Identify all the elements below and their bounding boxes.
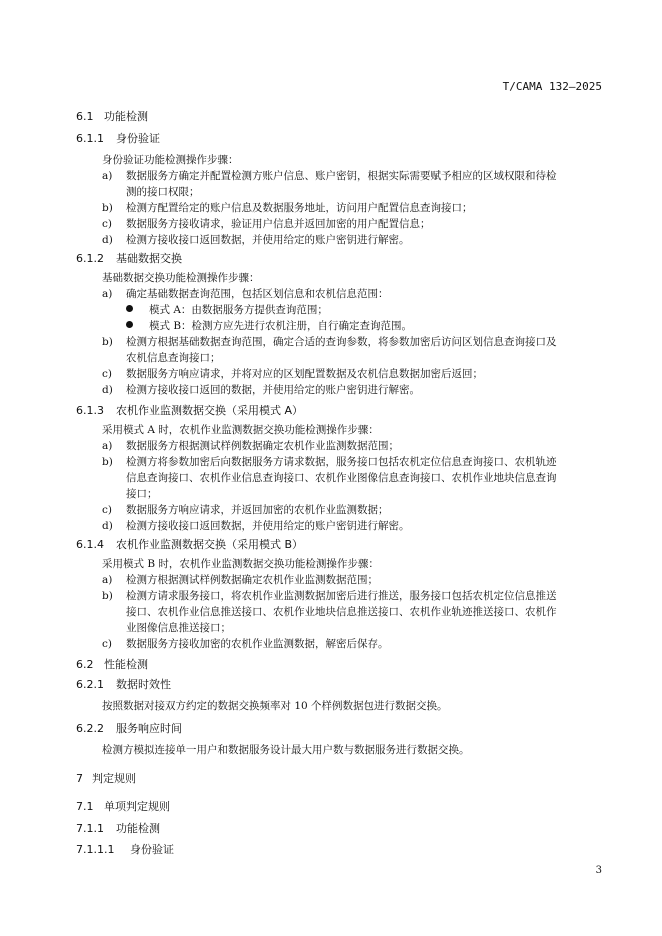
list-item: c) 数据服务方响应请求，并将对应的区划配置数据及农机信息数据加密后返回； xyxy=(102,368,483,380)
section-heading-6-1: 6.1 功能检测 xyxy=(76,110,148,123)
paragraph: 身份验证功能检测操作步骤： xyxy=(102,154,239,166)
list-item: c) 数据服务方接收加密的农机作业监测数据，解密后保存。 xyxy=(102,638,389,650)
section-heading-7-1-1: 7.1.1 功能检测 xyxy=(76,822,160,835)
list-item-continuation: 业图像信息推送接口； xyxy=(126,622,231,634)
list-item-continuation: 接口； xyxy=(126,488,158,500)
section-heading-6-1-1: 6.1.1 身份验证 xyxy=(76,132,160,145)
list-item-continuation: 信息查询接口、农机作业信息查询接口、农机作业图像信息查询接口、农机作业地块信息查询 xyxy=(126,472,557,484)
list-item: a) 数据服务方根据测试样例数据确定农机作业监测数据范围； xyxy=(102,440,399,452)
section-heading-6-2: 6.2 性能检测 xyxy=(76,658,148,671)
section-heading-7-1-1-1: 7.1.1.1 身份验证 xyxy=(76,843,174,856)
bullet-icon xyxy=(126,305,133,312)
section-heading-6-1-2: 6.1.2 基础数据交换 xyxy=(76,252,182,265)
list-item: a) 数据服务方确定并配置检测方账户信息、账户密钥，根据实际需要赋予相应的区域权限和待检 xyxy=(102,170,557,182)
section-heading-7-1: 7.1 单项判定规则 xyxy=(76,800,170,813)
paragraph: 采用模式 A 时，农机作业监测数据交换功能检测操作步骤： xyxy=(102,424,379,436)
section-heading-6-1-3: 6.1.3 农机作业监测数据交换（采用模式 A） xyxy=(76,404,304,417)
list-item-continuation: 测的接口权限； xyxy=(126,186,200,198)
paragraph: 基础数据交换功能检测操作步骤： xyxy=(102,272,260,284)
document-code: T/CAMA 132—2025 xyxy=(502,80,602,93)
page-number: 3 xyxy=(595,865,602,876)
list-item: a) 确定基础数据查询范围，包括区划信息和农机信息范围： xyxy=(102,288,389,300)
list-item: c) 数据服务方响应请求，并返回加密的农机作业监测数据； xyxy=(102,504,389,516)
bullet-item: 模式 A：由数据服务方提供查询范围； xyxy=(126,302,328,317)
list-item-continuation: 接口、农机作业信息推送接口、农机作业地块信息推送接口、农机作业轨迹推送接口、农机作 xyxy=(126,606,557,618)
list-item: d) 检测方接收接口返回的数据，并使用给定的账户密钥进行解密。 xyxy=(102,384,420,396)
section-heading-7: 7 判定规则 xyxy=(76,772,136,785)
section-heading-6-2-2: 6.2.2 服务响应时间 xyxy=(76,722,182,735)
list-item: b) 检测方请求服务接口，将农机作业监测数据加密后进行推送，服务接口包括农机定位信息推送 xyxy=(102,590,557,602)
list-item: b) 检测方根据基础数据查询范围，确定合适的查询参数，将参数加密后访问区划信息查询接口及 xyxy=(102,336,557,348)
list-item-continuation: 农机信息查询接口； xyxy=(126,352,221,364)
list-item: c) 数据服务方接收请求，验证用户信息并返回加密的用户配置信息； xyxy=(102,218,431,230)
bullet-item: 模式 B：检测方应先进行农机注册，自行确定查询范围。 xyxy=(126,318,412,333)
list-item: b) 检测方配置给定的账户信息及数据服务地址，访问用户配置信息查询接口； xyxy=(102,202,473,214)
section-heading-6-2-1: 6.2.1 数据时效性 xyxy=(76,678,171,691)
list-item: a) 检测方根据测试样例数据确定农机作业监测数据范围； xyxy=(102,574,378,586)
list-item: b) 检测方将参数加密后向数据服务方请求数据，服务接口包括农机定位信息查询接口、农机轨迹 xyxy=(102,456,557,468)
section-heading-6-1-4: 6.1.4 农机作业监测数据交换（采用模式 B） xyxy=(76,538,304,551)
paragraph: 采用模式 B 时，农机作业监测数据交换功能检测操作步骤： xyxy=(102,558,379,570)
list-item: d) 检测方接收接口返回数据，并使用给定的账户密钥进行解密。 xyxy=(102,234,410,246)
bullet-icon xyxy=(126,321,133,328)
list-item: d) 检测方接收接口返回数据，并使用给定的账户密钥进行解密。 xyxy=(102,520,410,532)
paragraph: 按照数据对接双方约定的数据交换频率对 10 个样例数据包进行数据交换。 xyxy=(102,700,448,712)
paragraph: 检测方模拟连接单一用户和数据服务设计最大用户数与数据服务进行数据交换。 xyxy=(102,744,470,756)
